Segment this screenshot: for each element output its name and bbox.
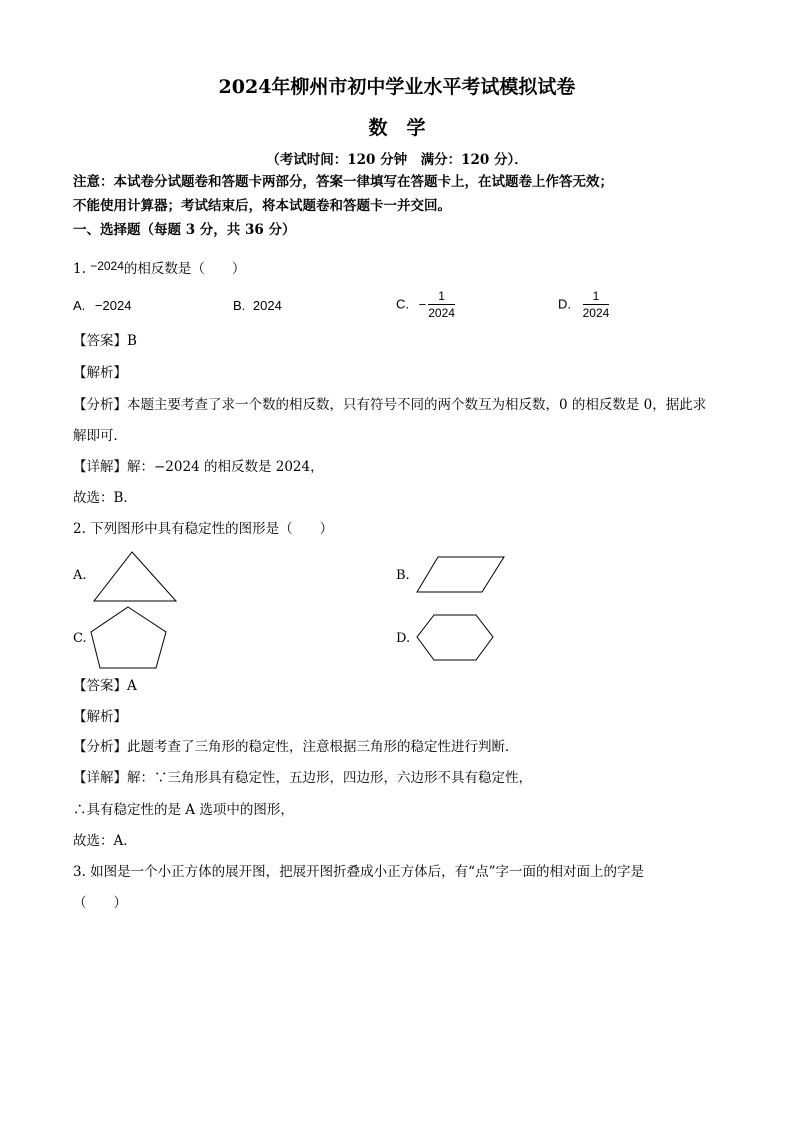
q1-option-b (233, 296, 282, 316)
q2-option-a-label: A. (73, 568, 87, 583)
q1-option-a (73, 296, 131, 316)
pentagon-icon (90, 606, 168, 670)
exam-info: （考试时间：120 分钟 满分：120 分）． (266, 152, 528, 168)
q1-option-d-denominator: 2024 (582, 306, 610, 320)
q1-option-b-value: 2024 (252, 298, 282, 313)
q1-option-a-value: −2024 (94, 298, 132, 313)
q1-option-a-label: A. (73, 298, 86, 313)
q1-option-c-fraction (428, 288, 455, 321)
q1-analysis-line-2: 解即可． (73, 428, 127, 444)
q1-option-d-fraction (583, 288, 610, 321)
q1-stem-text: 的相反数是（ ） (123, 261, 246, 277)
q1-stem (73, 256, 245, 279)
q3-stem: 3. 如图是一个小正方体的展开图，把展开图折叠成小正方体后，有“点”字一面的相对面上的字是 (73, 864, 644, 880)
q1-option-c (396, 288, 455, 321)
q1-detail: 【详解】解：−2024 的相反数是 2024， (73, 459, 324, 475)
q1-option-c-denominator: 2024 (428, 306, 455, 320)
q1-stem-value: −2024 (90, 259, 124, 273)
q2-answer: 【答案】A (73, 678, 137, 694)
subject-title: 数 学 (368, 117, 426, 139)
q2-option-d-label: D. (396, 631, 411, 646)
triangle-icon (92, 551, 178, 603)
q1-answer: 【答案】B (73, 333, 137, 349)
parallelogram-icon (416, 556, 506, 594)
q2-stem: 2. 下列图形中具有稳定性的图形是（ ） (73, 521, 334, 537)
q1-number: 1. (73, 261, 86, 277)
q1-option-b-label: B. (233, 298, 246, 313)
q2-choose: 故选：A． (73, 833, 137, 849)
q3-stem-paren: （ ） (73, 895, 127, 911)
notice-line-1: 注意：本试卷分试题卷和答题卡两部分，答案一律填写在答题卡上，在试题卷上作答无效； (73, 174, 613, 190)
q2-detail: 【详解】解：∵三角形具有稳定性，五边形，四边形，六边形不具有稳定性， (73, 770, 532, 786)
section-heading: 一、选择题（每题 3 分，共 36 分） (73, 222, 296, 238)
q2-analysis: 【分析】此题考查了三角形的稳定性，注意根据三角形的稳定性进行判断． (73, 739, 519, 755)
hexagon-icon (416, 614, 496, 662)
q2-analysis-heading: 【解析】 (73, 709, 127, 725)
q1-choose: 故选：B． (73, 490, 137, 506)
q1-option-c-label: C. (396, 296, 409, 312)
q1-option-d-label: D. (558, 296, 571, 312)
q2-therefore: ∴具有稳定性的是 A 选项中的图形， (73, 802, 294, 818)
notice-line-2: 不能使用计算器；考试结束后，将本试题卷和答题卡一并交回。 (73, 198, 451, 214)
q1-option-c-sign: − (418, 296, 427, 312)
q1-option-c-numerator: 1 (428, 288, 455, 305)
q1-analysis-heading: 【解析】 (73, 365, 127, 381)
q1-analysis-line-1: 【分析】本题主要考查了求一个数的相反数，只有符号不同的两个数互为相反数，0 的相反数是 0，据此求 (73, 397, 707, 413)
exam-title: 2024年柳州市初中学业水平考试模拟试卷 (218, 76, 576, 98)
q2-option-b-label: B. (396, 568, 410, 583)
q1-option-d-numerator: 1 (583, 288, 610, 305)
q2-option-c-label: C. (73, 631, 87, 646)
q1-option-d (558, 288, 609, 321)
